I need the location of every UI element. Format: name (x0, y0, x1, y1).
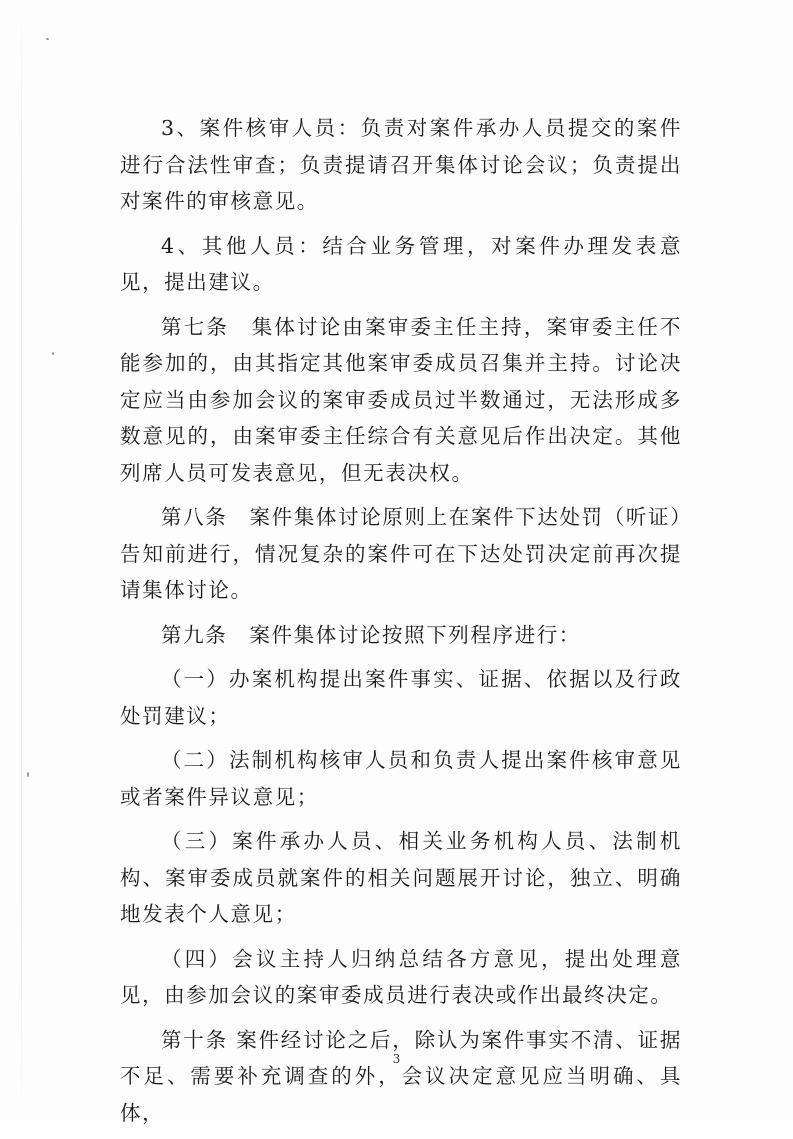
scan-speck (46, 38, 49, 40)
paragraph-reviewer-duties: 3、案件核审人员：负责对案件承办人员提交的案件进行合法性审查；负责提请召开集体讨论会议；负责提出对案件的审核意见。 (120, 116, 682, 213)
paragraph-other-staff: 4、其他人员：结合业务管理，对案件办理发表意见，提出建议。 (120, 233, 682, 294)
paragraph-procedure-2: （二）法制机构核审人员和负责人提出案件核审意见或者案件异议意见； (120, 748, 682, 809)
paragraph-article-10: 第十条 案件经讨论之后，除认为案件事实不清、证据不足、需要补充调查的外，会议决定意见应当明确、具体， (120, 1027, 682, 1125)
paragraph-article-7: 第七条 集体讨论由案审委主任主持，案审委主任不能参加的，由其指定其他案审委成员召集并主持。讨论决定应当由参加会议的案审委成员过半数通过，无法形成多数意见的，由案审委主任综合有关意见后作出决定。其他列席人员可发表意见，但无表决权。 (120, 314, 682, 485)
scan-speck (52, 352, 54, 355)
paragraph-article-9: 第九条 案件集体讨论按照下列程序进行： (161, 622, 581, 647)
scan-speck (27, 772, 29, 777)
page-number: 3 (392, 1052, 401, 1066)
scan-edge-shadow (21, 0, 22, 1122)
paragraph-article-8: 第八条 案件集体讨论原则上在案件下达处罚（听证）告知前进行，情况复杂的案件可在下达处罚决定前再次提请集体讨论。 (120, 505, 682, 602)
document-body (120, 110, 682, 1139)
paragraph-procedure-3: （三）案件承办人员、相关业务机构人员、法制机构、案审委成员就案件的相关问题展开讨论，独立、明确地发表个人意见； (120, 829, 682, 926)
paragraph-procedure-1: （一）办案机构提出案件事实、证据、依据以及行政处罚建议； (120, 667, 682, 728)
paragraph-procedure-4: （四）会议主持人归纳总结各方意见，提出处理意见，由参加会议的案审委成员进行表决或作出最终决定。 (120, 946, 682, 1007)
